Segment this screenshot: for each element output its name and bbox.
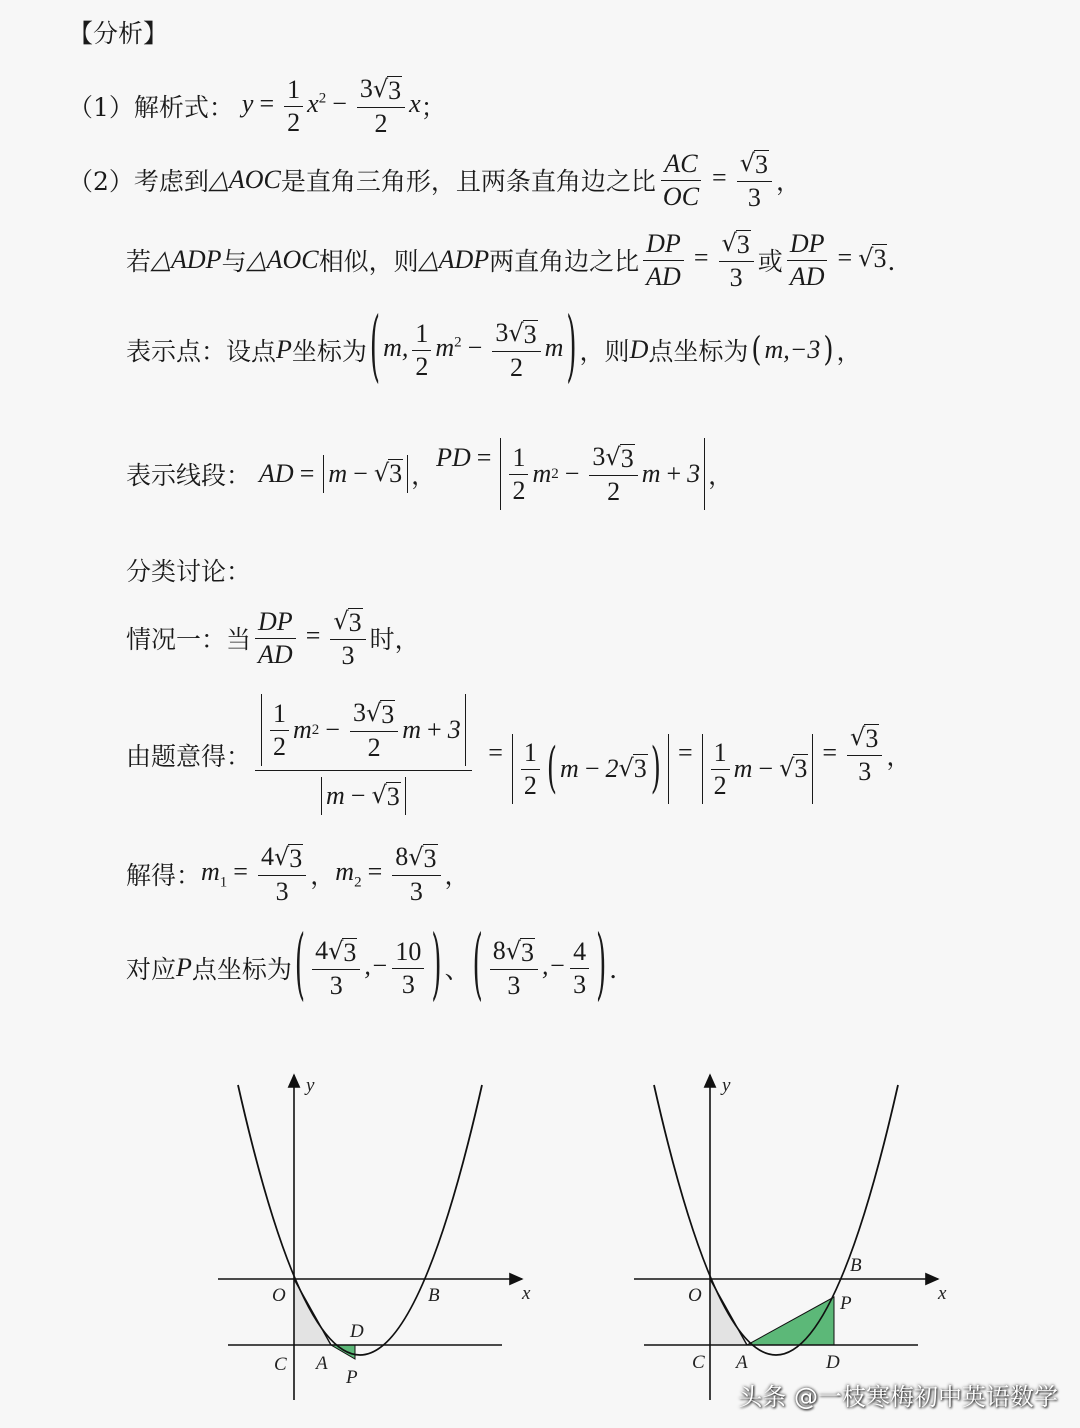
line-similar: 若 △ADP 与 △AOC 相似，则 △ADP 两直角边之比 $\frac{DP}{AD}$ = √ 3 3 或 $\frac{DP}{AD}$ = √ 3 ．: [126, 228, 913, 292]
formula-10a: ( 4 √ 3 3 ,− $\frac{10}{3}$ ): [294, 921, 442, 1012]
watermark: 头条 @一枝寒梅初中英语数学: [738, 1383, 1058, 1411]
formula-5b: PD = $\frac{1}{2}$ m 2 − 3 √ 3 2 m + 3: [436, 438, 708, 510]
line8-prefix: 由题意得：: [126, 741, 252, 771]
analysis-heading-text: 【分析】: [68, 19, 169, 48]
formula-4: ( m, $\frac{1}{2}$ $m^2$ − 3 √ 3 2 m ): [369, 303, 577, 394]
line3-prefix: 若: [126, 247, 152, 277]
label-o: O: [272, 1285, 286, 1306]
line-expression: （1）解析式： y = $\frac{1}{2}$ $x^2$ − 3 √ 3 2 x ；: [68, 74, 446, 138]
figure-left: [210, 1065, 540, 1405]
line6-text: 分类讨论：: [126, 557, 252, 586]
label-b: B: [428, 1285, 440, 1306]
label-a: A: [316, 1353, 328, 1374]
formula-9b: $m_2$ = 8 √ 3 3: [335, 842, 444, 906]
green-triangle-adp: [747, 1297, 834, 1345]
parabola-curve: [238, 1085, 482, 1355]
label-y: y: [722, 1075, 731, 1096]
green-triangle-adp: [331, 1345, 355, 1359]
line4-mid: 坐标为: [291, 337, 367, 367]
figure-right: [626, 1065, 956, 1405]
triangle-adp: △ADP: [151, 245, 222, 275]
formula-8: $\frac{1}{2}$ m 2 − 3 √ 3 2 m + 3 m − √ 3 = $\frac{1}{2}$ ( m − 2 √ 3 ) = $\frac{1}{2}$ m − √ 3 = √ 3 3: [251, 694, 886, 815]
line3-or: 或: [757, 247, 783, 277]
formula-4b: ( m,−3 ): [751, 330, 834, 370]
triangle-aoc-2: △AOC: [246, 245, 319, 275]
line-classify: [126, 552, 251, 588]
line2-mid: 是直角三角形，且两条直角边之比: [280, 167, 656, 197]
line-p-coords: 对应 P 点坐标为 ( 4 √ 3 3 ,− $\frac{10}{3}$ ) 、 ( 8 √ 3 3 ,− $\frac{4}{3}$ ) ．: [126, 921, 635, 1012]
label-d: D: [350, 1321, 364, 1342]
triangle-adp-2: △ADP: [418, 245, 490, 275]
line7-suffix: 时，: [369, 625, 420, 655]
label-x: x: [522, 1283, 531, 1304]
triangle-aoc: △AOC: [208, 165, 281, 195]
line10-mid: 点坐标为: [191, 955, 292, 985]
formula-9: $m_1$ = 4 √ 3 3: [201, 842, 310, 906]
line-right-triangle: （2）考虑到 △AOC 是直角三角形，且两条直角边之比 $\frac{AC}{OC}$ = √ 3 3 ，: [68, 148, 802, 212]
line1-prefix: （1）解析式：: [68, 93, 234, 123]
line-solution: 解得： $m_1$ = 4 √ 3 3 ， $m_2$ = 8 √ 3 3 ，: [126, 842, 470, 906]
label-x: x: [938, 1283, 947, 1304]
line10-prefix: 对应: [126, 955, 177, 985]
label-b: B: [850, 1255, 862, 1276]
line2-prefix: （2）考虑到: [68, 167, 209, 197]
label-p: P: [346, 1367, 358, 1388]
line7-prefix: 情况一：当: [126, 625, 252, 655]
formula-7: $\frac{DP}{AD}$ = √ 3 3: [251, 606, 370, 670]
formula-1: y = $\frac{1}{2}$ $x^2$ − 3 √ 3 2 x: [241, 74, 421, 138]
line9-prefix: 解得：: [126, 861, 202, 891]
parabola-curve: [654, 1085, 898, 1355]
line3-mid1: 与: [221, 247, 247, 277]
line4-mid3: 点坐标为: [648, 337, 749, 367]
line-represent-point: 表示点：设点 P 坐标为 ( m, $\frac{1}{2}$ $m^2$ − 3 √ 3 2 m ) ，则 D 点坐标为 ( m,−3 ) ，: [126, 303, 862, 394]
label-o: O: [688, 1285, 702, 1306]
analysis-heading: [68, 14, 168, 50]
line5-prefix: 表示线段：: [126, 461, 252, 491]
line3-mid2: 相似，则: [318, 247, 419, 277]
formula-3: $\frac{DP}{AD}$ = √ 3 3: [639, 228, 758, 292]
label-d: D: [826, 1352, 840, 1373]
line10-sep: 、: [444, 955, 470, 985]
label-c: C: [692, 1352, 705, 1373]
line3-mid3: 两直角边之比: [489, 247, 640, 277]
line4-prefix: 表示点：设点: [126, 337, 277, 367]
formula-3b: $\frac{DP}{AD}$ = √ 3: [783, 229, 888, 292]
formula-10b: ( 8 √ 3 3 ,− $\frac{4}{3}$ ): [472, 921, 607, 1012]
label-p: P: [840, 1293, 852, 1314]
line-by-question: 由题意得： $\frac{1}{2}$ m 2 − 3 √ 3 2 m + 3 m − √ 3 = $\frac{1}{2}$ ( m − 2 √ 3 ) = $\frac{1}{2}$ m − √ 3 = √ 3 3 ，: [126, 694, 911, 815]
formula-5a: AD = m − √ 3: [259, 455, 411, 493]
line-represent-segment: 表示线段： AD = m − √ 3 ， PD = $\frac{1}{2}$ m 2 − 3 √ 3 2 m + 3 ，: [126, 438, 733, 510]
label-a: A: [736, 1352, 748, 1373]
line-case-one: [126, 606, 420, 670]
label-c: C: [274, 1354, 287, 1375]
label-y: y: [306, 1075, 315, 1096]
formula-2: $\frac{AC}{OC}$ = √ 3 3: [656, 148, 776, 212]
line4-mid2: ，则: [579, 337, 630, 367]
